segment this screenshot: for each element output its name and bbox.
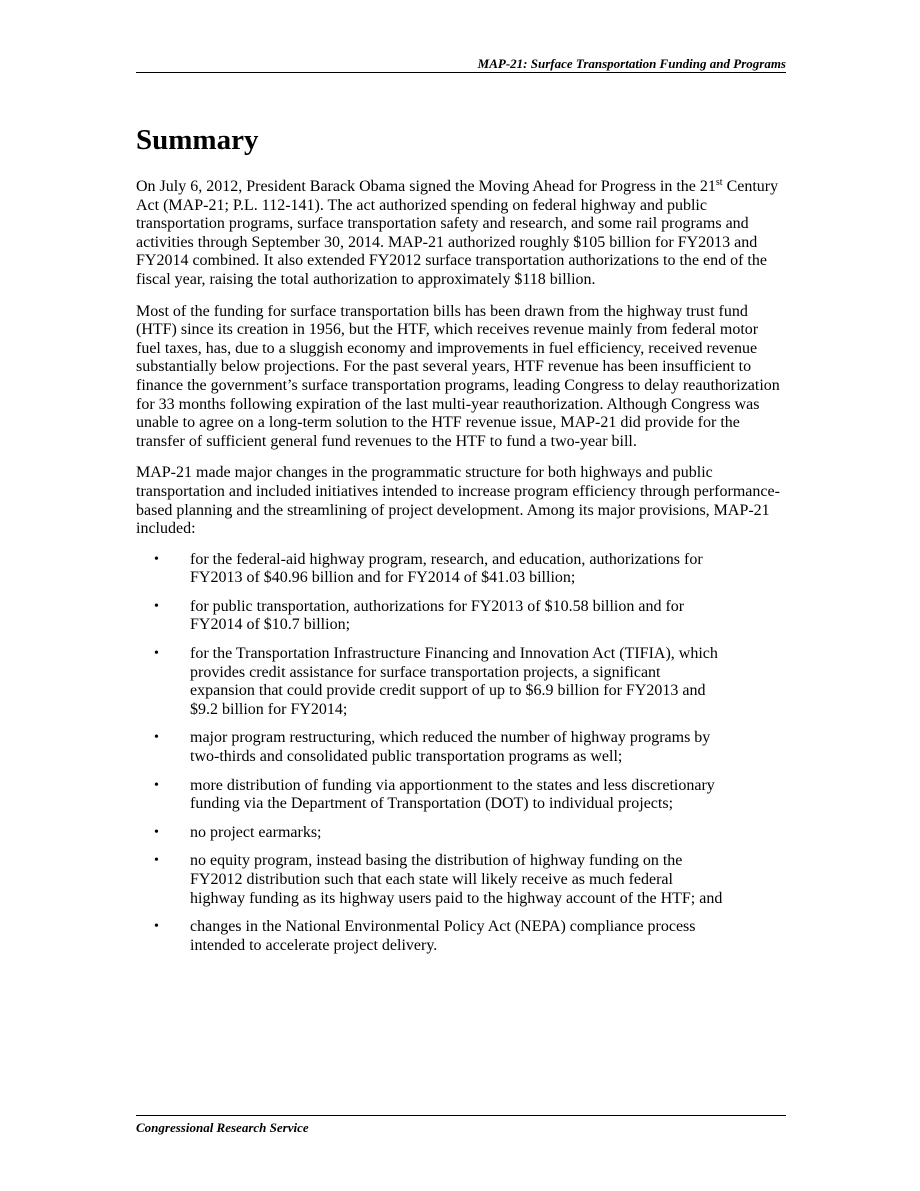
list-item-text: changes in the National Environmental Policy Act (NEPA) compliance process intended to accelerate project delivery. (190, 918, 696, 954)
summary-paragraph-3: MAP-21 made major changes in the programmatic structure for both highways and public transportation and included initiatives intended to increase program efficiency through performance-based planning and the streamlining of project development. Among its major provisions, MAP-21 included: (136, 464, 780, 538)
bullet-icon: • (154, 646, 159, 662)
list-item-text: for the Transportation Infrastructure Financing and Innovation Act (TIFIA), which provides credit assistance for surface transportation projects, a significant expansion that could provide credit support of up to $6.9 billion for FY2013 and $9.2 billion for FY2014; (190, 645, 718, 718)
list-item (136, 918, 786, 955)
running-header: MAP-21: Surface Transportation Funding and Programs (477, 56, 786, 71)
list-item (136, 551, 786, 588)
summary-paragraph-1 (136, 178, 786, 290)
paragraph-1-text-start: On July 6, 2012, President Barack Obama signed the Moving Ahead for Progress in the 21 (136, 178, 716, 195)
list-item-text: no equity program, instead basing the distribution of highway funding on the FY2012 distribution such that each state will likely receive as much federal highway funding as its highway users paid to the highway account of the HTF; and (190, 852, 723, 907)
list-item (136, 824, 786, 843)
bullet-icon: • (154, 730, 159, 746)
footer-rule (136, 1115, 786, 1116)
list-item-text: major program restructuring, which reduced the number of highway programs by two-thirds and consolidated public transportation programs as well; (190, 729, 711, 766)
bullet-icon: • (154, 919, 159, 935)
list-item (136, 777, 786, 814)
bullet-icon: • (154, 853, 159, 869)
bullet-icon: • (154, 598, 159, 614)
list-item-text: more distribution of funding via apportionment to the states and less discretionary funding via the Department of Transportation (DOT) to individual projects; (190, 776, 715, 813)
paragraph-1-text-end: Century Act (MAP-21; P.L. 112-141). The act authorized spending on federal highway and public transportation programs, surface transportation safety and research, and some rail programs and activities through September 30, 2014. MAP-21 authorized roughly $105 billion for FY2013 and FY2014 combined. It also extended FY2012 surface transportation authorizations to the end of the fiscal year, raising the total authorization to approximately $118 billion. (136, 178, 779, 288)
list-item-text: no project earmarks; (190, 823, 322, 841)
list-item (136, 598, 786, 635)
ordinal-superscript: st (715, 177, 723, 188)
header-rule (136, 72, 786, 73)
list-item-text: for public transportation, authorizations for FY2013 of $10.58 billion and for FY2014 of $10.7 billion; (190, 597, 685, 634)
bullet-icon: • (154, 551, 159, 567)
page-content (136, 122, 786, 965)
section-title: Summary (136, 124, 259, 156)
bullet-icon: • (154, 777, 159, 793)
summary-paragraph-2: Most of the funding for surface transportation bills has been drawn from the highway trust fund (HTF) since its creation in 1956, but the HTF, which receives revenue mainly from federal motor fuel taxes, has, due to a sluggish economy and improvements in fuel efficiency, received revenue substantially below projections. For the past several years, HTF revenue has been insufficient to finance the government’s surface transportation programs, leading Congress to delay reauthorization for 33 months following expiration of the last multi-year reauthorization. Although Congress was unable to agree on a long-term solution to the HTF revenue issue, MAP-21 did provide for the transfer of sufficient general fund revenues to the HTF to fund a two-year bill. (136, 302, 780, 450)
bullet-icon: • (154, 824, 159, 840)
provisions-list (136, 551, 786, 956)
list-item (136, 729, 786, 766)
running-footer: Congressional Research Service (136, 1120, 309, 1135)
list-item (136, 645, 786, 719)
list-item-text: for the federal-aid highway program, research, and education, authorizations for FY2013 of $40.96 billion and for FY2014 of $41.03 billion; (190, 550, 703, 587)
list-item (136, 852, 786, 908)
